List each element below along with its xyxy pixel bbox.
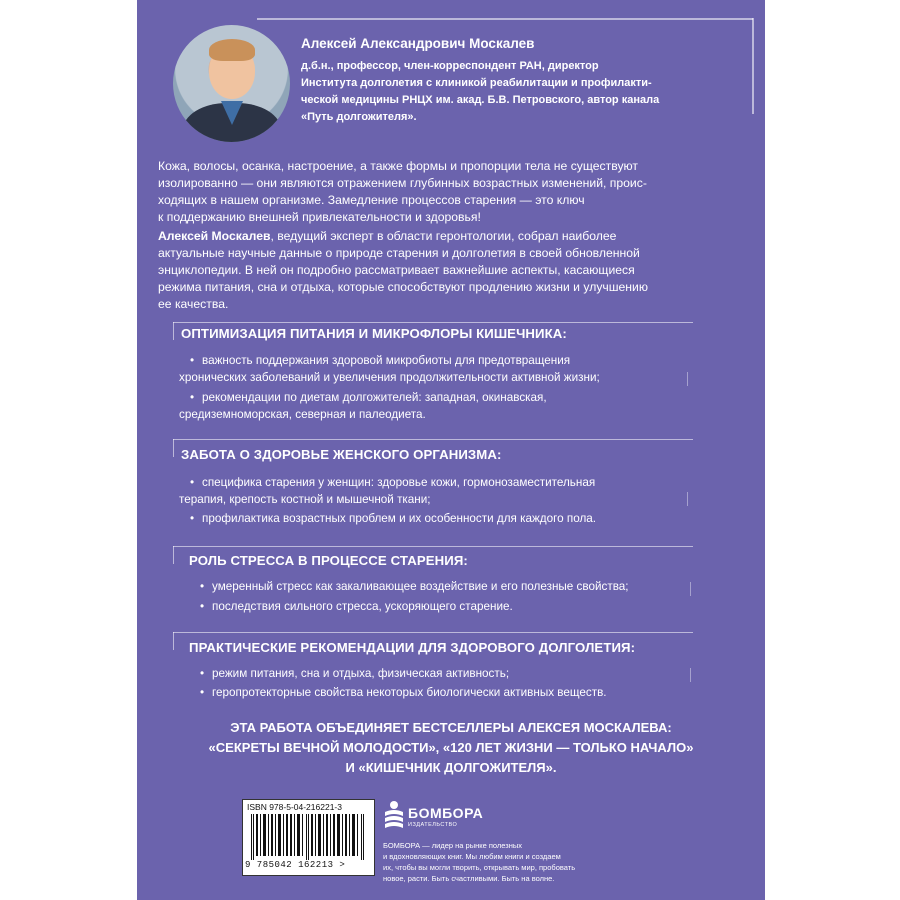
- list-item: • важность поддержания здоровой микробиоты для предотвращения: [190, 354, 571, 367]
- summary-text: ЭТА РАБОТА ОБЪЕДИНЯЕТ БЕСТСЕЛЛЕРЫ АЛЕКСЕЯ МОСКАЛЕВА: «СЕКРЕТЫ ВЕЧНОЙ МОЛОДОСТИ», «120 ЛЕТ ЖИЗНИ — ТОЛЬКО НАЧАЛО» И «КИШЕЧНИК ДОЛГОЖИТЕЛЯ».: [208, 720, 694, 775]
- author-paragraph: Алексей Москалев, ведущий эксперт в области геронтологии, собрал наиболее актуальные научные данные о природе старения и долголетия в своей обновленной энциклопедии. В ней он подробно рассматривает важнейшие аспекты, касающиеся режима питания, сна и отдыха, которые способствуют продлению жизни и улучшению ее качества.: [158, 229, 648, 311]
- section-title-women: ЗАБОТА О ЗДОРОВЬЕ ЖЕНСКОГО ОРГАНИЗМА:: [181, 447, 502, 462]
- list-item: • геропротекторные свойства некоторых биологически активных веществ.: [200, 686, 607, 699]
- section-title-nutrition: ОПТИМИЗАЦИЯ ПИТАНИЯ И МИКРОФЛОРЫ КИШЕЧНИКА:: [181, 326, 567, 341]
- logo-subtext: ИЗДАТЕЛЬСТВО: [408, 822, 458, 828]
- isbn-label: ISBN 978-5-04-216221-3: [247, 802, 342, 812]
- intro-paragraph: Кожа, волосы, осанка, настроение, а также формы и пропорции тела не существуют изолированно — они являются отражением глубинных возрастных изменений, проис- ходящих в нашем организме. Замедление процессов старения — это ключ к поддержанию внешней привлекательности и здоровья!: [158, 159, 647, 224]
- section-title-practical: ПРАКТИЧЕСКИЕ РЕКОМЕНДАЦИИ ДЛЯ ЗДОРОВОГО ДОЛГОЛЕТИЯ:: [189, 640, 636, 655]
- logo-text: БОМБОРА: [408, 805, 484, 821]
- author-description: д.б.н., профессор, член-корреспондент РАН, директор Института долголетия с клиникой реабилитации и профилакти- ческой медицины РНЦХ им. акад. Б.В. Петровского, автор канала «Путь долгожителя».: [301, 60, 660, 123]
- list-item: • специфика старения у женщин: здоровье кожи, гормонозаместительная: [190, 476, 596, 489]
- publisher-description: БОМБОРА — лидер на рынке полезных и вдохновляющих книг. Мы любим книги и создаем их, чтобы вы могли творить, открывать мир, пробовать новое, расти. Быть счастливыми. Быть на волне.: [383, 841, 576, 883]
- barcode: [242, 799, 375, 876]
- list-item-cont: терапия, крепость костной и мышечной ткани;: [179, 493, 431, 506]
- section-title-stress: РОЛЬ СТРЕССА В ПРОЦЕССЕ СТАРЕНИЯ:: [189, 553, 468, 568]
- list-item: • умеренный стресс как закаливающее воздействие и его полезные свойства;: [200, 580, 629, 593]
- publisher-logo: [383, 800, 503, 834]
- author-name: Алексей Александрович Москалев: [301, 36, 535, 51]
- barcode-digits: 9 785042 162213 >: [245, 860, 346, 870]
- book-back-cover: [137, 0, 765, 900]
- list-item: • рекомендации по диетам долгожителей: западная, окинавская,: [190, 391, 547, 404]
- author-frame-top: [257, 18, 753, 20]
- list-item-cont: средиземноморская, северная и палеодиета.: [179, 408, 426, 421]
- list-item: • режим питания, сна и отдыха, физическая активность;: [200, 667, 510, 680]
- list-item: • профилактика возрастных проблем и их особенности для каждого пола.: [190, 512, 597, 525]
- list-item: • последствия сильного стресса, ускоряющего старение.: [200, 600, 513, 613]
- bombora-wave-icon: [383, 800, 405, 830]
- barcode-bars: [251, 814, 366, 860]
- list-item-cont: хронических заболеваний и увеличения продолжительности активной жизни;: [179, 371, 600, 384]
- author-photo: [173, 25, 290, 142]
- author-frame-right: [752, 18, 754, 114]
